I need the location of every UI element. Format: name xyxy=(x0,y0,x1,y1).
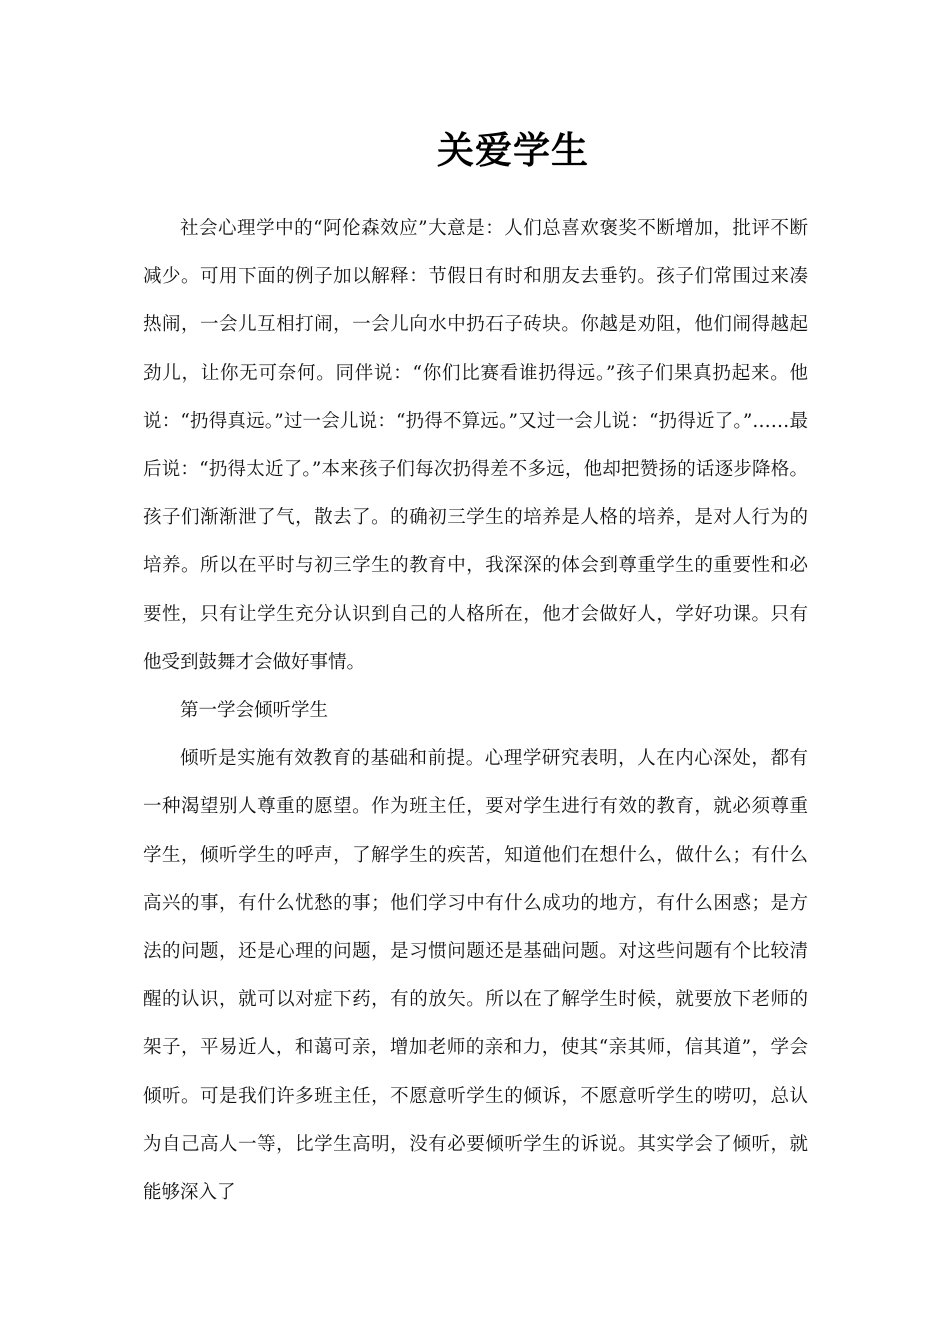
document-title: 关爱学生 xyxy=(437,129,589,172)
section-heading-listening: 第一学会倾听学生 xyxy=(180,700,329,722)
paragraph-aronson-effect: 社会心理学中的“阿伦森效应”大意是：人们总喜欢褒奖不断增加，批评不断减少。可用下面的例子加以解释：节假日有时和朋友去垂钓。孩子们常围过来凑热闹，一会儿互相打闹，一会儿向水中扔石子砖块。你越是劝阻，他们闹得越起劲儿，让你无可奈何。同伴说：“你们比赛看谁扔得远。”孩子们果真扔起来。他说：“扔得真远。”过一会儿说：“扔得不算远。”又过一会儿说：“扔得近了。”……最后说：“扔得太近了。”本来孩子们每次扔得差不多远，他却把赞扬的话逐步降格。孩子们渐渐泄了气，散去了。的确初三学生的培养是人格的培养，是对人行为的培养。所以在平时与初三学生的教育中，我深深的体会到尊重学生的重要性和必要性，只有让学生充分认识到自己的人格所在，他才会做好人，学好功课。只有他受到鼓舞才会做好事情。 xyxy=(143,218,808,673)
document-body xyxy=(143,205,808,1217)
paragraph-listening: 倾听是实施有效教育的基础和前提。心理学研究表明，人在内心深处，都有一种渴望别人尊重的愿望。作为班主任，要对学生进行有效的教育，就必须尊重学生，倾听学生的呼声，了解学生的疾苦，知道他们在想什么，做什么；有什么高兴的事，有什么忧愁的事；他们学习中有什么成功的地方，有什么困惑；是方法的问题，还是心理的问题，是习惯问题还是基础问题。对这些问题有个比较清醒的认识，就可以对症下药，有的放矢。所以在了解学生时候，就要放下老师的架子，平易近人，和蔼可亲，增加老师的亲和力，使其“亲其师，信其道”，学会倾听。可是我们许多班主任，不愿意听学生的倾诉，不愿意听学生的唠叨，总认为自己高人一等，比学生高明，没有必要倾听学生的诉说。其实学会了倾听，就能够深入了 xyxy=(143,748,808,1204)
